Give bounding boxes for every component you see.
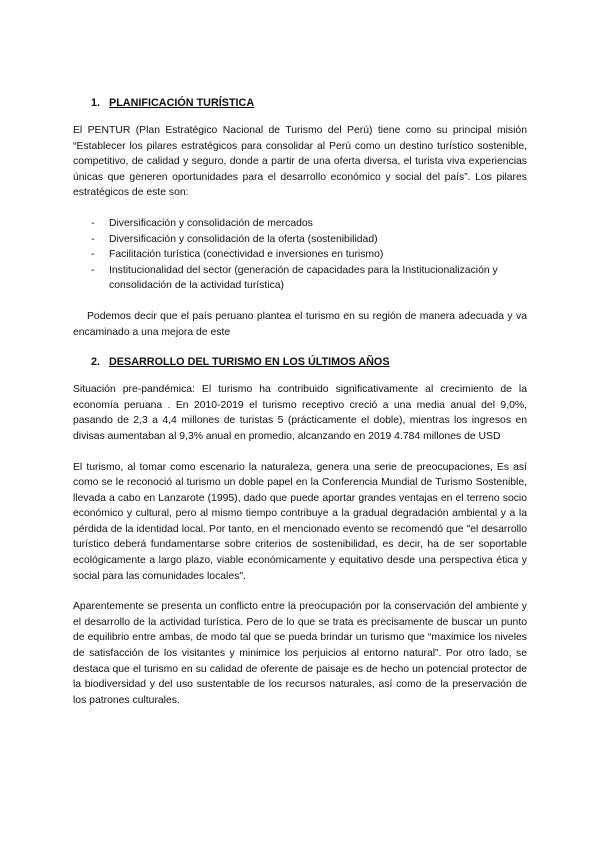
document-body	[73, 96, 527, 708]
pillar-text: Facilitación turística (conectividad e inversiones en turismo)	[109, 249, 384, 261]
bullet-dash: -	[91, 264, 95, 276]
section-1-intro: El PENTUR (Plan Estratégico Nacional de Turismo del Perú) tiene como su principal misión “Establecer los pilares estratégicos para consolidar al Perú como un destino turístico sostenible, competitivo, de calidad y seguro, donde a partir de una oferta diversa, el turista viva experiencias únicas que generen oportunidades para el desarrollo económico y social del país”. Los pilares estratégicos de este son:	[73, 125, 527, 199]
pillar-text: Diversificación y consolidación de mercados	[109, 217, 313, 229]
section-2-paragraph-3: Aparentemente se presenta un conflicto entre la preocupación por la conservación del ambiente y el desarrollo de la actividad turística. Pero de lo que se trata es precisamente de buscar un punto de equilibrio entre ambas, de modo tal que se pueda brindar un turismo que “maximice los niveles de satisfacción de los visitantes y minimice los perjuicios al entorno natural”. Por otro lado, se destaca que el turismo en su calidad de oferente de paisaje es de hecho un potencial protector de la biodiversidad y del uso sustentable de los recursos naturales, así como de la preservación de los patrones culturales.	[73, 601, 527, 706]
pillars-list	[91, 216, 527, 294]
section-2-number: 2.	[91, 356, 101, 369]
section-1-conclusion: Podemos decir que el país peruano plantea el turismo en su región de manera adecuada y va encaminado a una mejora de este	[73, 310, 527, 338]
section-1-heading	[91, 96, 527, 111]
section-1-title: PLANIFICACIÓN TURÍSTICA	[109, 97, 255, 109]
bullet-dash: -	[91, 249, 95, 261]
bullet-dash: -	[91, 217, 95, 229]
pillar-text: Diversificación y consolidación de la oferta (sostenibilidad)	[109, 233, 378, 245]
section-2-paragraph-2: El turismo, al tomar como escenario la naturaleza, genera una serie de preocupaciones, Es así como se le reconoció al turismo un doble papel en la Conferencia Mundial de Turismo Sostenible, llevada a cabo en Lanzarote (1995), dado que puede aportar grandes ventajas en el terreno socio económico y cultural, pero al mismo tiempo contribuye a la gradual degradación ambiental y a la pérdida de la identidad local. Por tanto, en el mencionado evento se recomendó que "el desarrollo turístico deberá fundamentarse sobre criterios de sostenibilidad, es decir, ha de ser soportable ecológicamente a largo plazo, viable económicamente y equitativo desde una perspectiva ética y social para las comunidades locales".	[73, 461, 527, 582]
list-item	[91, 263, 527, 294]
bullet-dash: -	[91, 233, 95, 245]
section-2-heading	[91, 355, 527, 370]
list-item	[91, 216, 527, 232]
section-2-paragraph-1: Situación pre-pandémica: El turismo ha contribuido significativamente al crecimiento de la economía peruana . En 2010-2019 el turismo receptivo creció a una media anual del 9,0%, pasando de 2,3 a 4,4 millones de turistas 5 (prácticamente el doble), mientras los ingresos en divisas aumentaban al 9,3% anual en promedio, alcanzando en 2019 4.784 millones de USD	[73, 384, 527, 442]
list-item	[91, 232, 527, 248]
section-2-title: DESARROLLO DEL TURISMO EN LOS ÚLTIMOS AÑOS	[109, 356, 390, 369]
list-item	[91, 247, 527, 263]
pillar-text: Institucionalidad del sector (generación de capacidades para la Institucionalización y consolidación de la actividad turística)	[109, 264, 498, 292]
section-1-number: 1.	[91, 97, 101, 109]
